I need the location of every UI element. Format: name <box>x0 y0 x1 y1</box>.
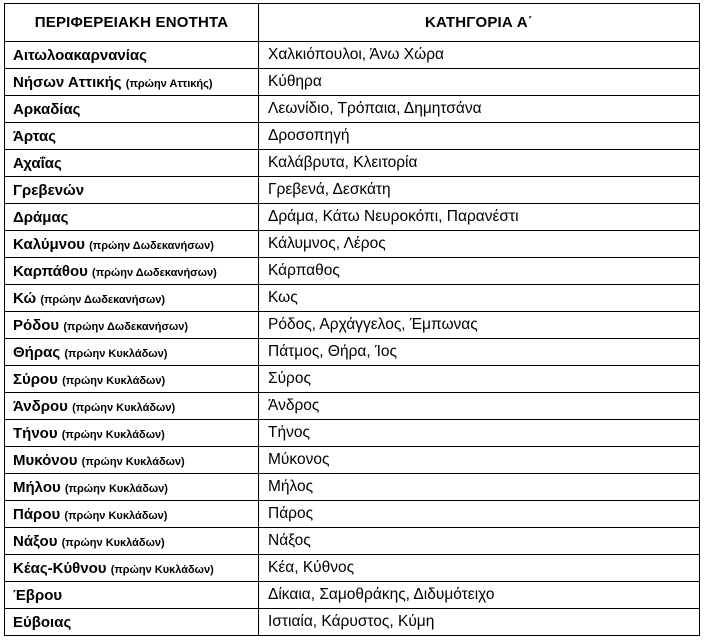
table-row <box>5 474 700 501</box>
table-row <box>5 582 700 609</box>
unit-name: Τήνου <box>13 424 58 442</box>
category-a-cell: Κέα, Κύθνος <box>259 555 700 582</box>
unit-name: Μυκόνου <box>13 451 78 469</box>
unit-note: (πρώην Κυκλάδων) <box>64 509 168 522</box>
unit-note: (πρώην Κυκλάδων) <box>61 536 165 549</box>
regional-unit-cell <box>5 285 259 312</box>
unit-name: Άρτας <box>13 127 56 145</box>
category-a-cell: Κύθηρα <box>259 69 700 96</box>
unit-note: (πρώην Δωδεκανήσων) <box>63 320 189 333</box>
table-row <box>5 393 700 420</box>
header-category-a: ΚΑΤΗΓΟΡΙΑ Α΄ <box>259 4 700 42</box>
unit-note: (πρώην Κυκλάδων) <box>81 455 185 468</box>
category-a-cell: Δίκαια, Σαμοθράκης, Διδυμότειχο <box>259 582 700 609</box>
regional-unit-cell <box>5 528 259 555</box>
unit-name: Μήλου <box>13 478 61 496</box>
table-row <box>5 285 700 312</box>
regional-unit-cell <box>5 393 259 420</box>
table-row <box>5 69 700 96</box>
category-a-cell: Καλάβρυτα, Κλειτορία <box>259 150 700 177</box>
unit-name: Αρκαδίας <box>13 100 81 118</box>
unit-note: (πρώην Δωδεκανήσων) <box>92 266 217 279</box>
regional-unit-cell <box>5 96 259 123</box>
unit-name: Έβρου <box>13 586 63 604</box>
category-a-cell: Άνδρος <box>259 393 700 420</box>
category-a-cell: Λεωνίδιο, Τρόπαια, Δημητσάνα <box>259 96 700 123</box>
category-a-cell: Κως <box>259 285 700 312</box>
unit-name: Κώ <box>13 289 37 307</box>
category-a-cell: Σύρος <box>259 366 700 393</box>
table-row <box>5 339 700 366</box>
unit-name: Πάρου <box>13 505 61 523</box>
table-row <box>5 150 700 177</box>
regional-unit-cell <box>5 231 259 258</box>
regional-unit-cell <box>5 150 259 177</box>
regional-units-table <box>4 3 700 636</box>
regional-unit-cell <box>5 258 259 285</box>
table-row <box>5 420 700 447</box>
regional-unit-cell <box>5 609 259 636</box>
table-body <box>5 42 700 636</box>
unit-name: Καρπάθου <box>13 262 88 280</box>
category-a-cell: Πάτμος, Θήρα, Ίος <box>259 339 700 366</box>
category-a-cell: Κάρπαθος <box>259 258 700 285</box>
unit-name: Νήσων Αττικής <box>13 73 122 91</box>
regional-unit-cell <box>5 312 259 339</box>
unit-name: Άνδρου <box>13 397 68 415</box>
unit-note: (πρώην Δωδεκανήσων) <box>40 293 166 306</box>
header-row <box>5 4 700 42</box>
table-row <box>5 177 700 204</box>
unit-note: (πρώην Αττικής) <box>125 77 213 90</box>
regional-unit-cell <box>5 447 259 474</box>
unit-name: Καλύμνου <box>13 235 85 253</box>
table-row <box>5 231 700 258</box>
category-a-cell: Χαλκιόπουλοι, Άνω Χώρα <box>259 42 700 69</box>
table-row <box>5 312 700 339</box>
unit-name: Σύρου <box>13 370 58 388</box>
regional-unit-cell <box>5 582 259 609</box>
regional-unit-cell <box>5 204 259 231</box>
category-a-cell: Γρεβενά, Δεσκάτη <box>259 177 700 204</box>
unit-name: Εύβοιας <box>13 613 72 631</box>
category-a-cell: Τήνος <box>259 420 700 447</box>
unit-name: Ρόδου <box>13 316 60 334</box>
category-a-cell: Δράμα, Κάτω Νευροκόπι, Παρανέστι <box>259 204 700 231</box>
unit-note: (πρώην Κυκλάδων) <box>110 563 214 576</box>
unit-name: Δράμας <box>13 208 69 226</box>
table-row <box>5 123 700 150</box>
unit-note: (πρώην Κυκλάδων) <box>72 401 176 414</box>
unit-name: Θήρας <box>13 343 61 361</box>
table-row <box>5 528 700 555</box>
unit-note: (πρώην Κυκλάδων) <box>64 347 168 360</box>
table-row <box>5 42 700 69</box>
category-a-cell: Κάλυμνος, Λέρος <box>259 231 700 258</box>
regional-unit-cell <box>5 474 259 501</box>
unit-note: (πρώην Δωδεκανήσων) <box>89 239 214 252</box>
regional-unit-cell <box>5 501 259 528</box>
regional-unit-cell <box>5 177 259 204</box>
category-a-cell: Μύκονος <box>259 447 700 474</box>
category-a-cell: Πάρος <box>259 501 700 528</box>
table-row <box>5 96 700 123</box>
table-row <box>5 555 700 582</box>
unit-note: (πρώην Κυκλάδων) <box>64 482 168 495</box>
regional-unit-cell <box>5 339 259 366</box>
regional-unit-cell <box>5 123 259 150</box>
table-row <box>5 447 700 474</box>
table-row <box>5 501 700 528</box>
unit-note: (πρώην Κυκλάδων) <box>62 374 166 387</box>
table-row <box>5 609 700 636</box>
unit-note: (πρώην Κυκλάδων) <box>61 428 165 441</box>
unit-name: Αχαΐας <box>13 154 62 172</box>
category-a-cell: Μήλος <box>259 474 700 501</box>
table-row <box>5 366 700 393</box>
table-row <box>5 258 700 285</box>
category-a-cell: Ρόδος, Αρχάγγελος, Έμπωνας <box>259 312 700 339</box>
unit-name: Κέας-Κύθνου <box>13 559 107 577</box>
header-regional-unit: ΠΕΡΙΦΕΡΕΙΑΚΗ ΕΝΟΤΗΤΑ <box>5 4 259 42</box>
category-a-cell: Δροσοπηγή <box>259 123 700 150</box>
regional-unit-cell <box>5 555 259 582</box>
category-a-cell: Νάξος <box>259 528 700 555</box>
unit-name: Νάξου <box>13 532 58 550</box>
unit-name: Αιτωλοακαρνανίας <box>13 46 147 64</box>
unit-name: Γρεβενών <box>13 181 85 199</box>
regional-unit-cell <box>5 420 259 447</box>
table-row <box>5 204 700 231</box>
regional-unit-cell <box>5 42 259 69</box>
regional-unit-cell <box>5 69 259 96</box>
category-a-cell: Ιστιαία, Κάρυστος, Κύμη <box>259 609 700 636</box>
regional-unit-cell <box>5 366 259 393</box>
